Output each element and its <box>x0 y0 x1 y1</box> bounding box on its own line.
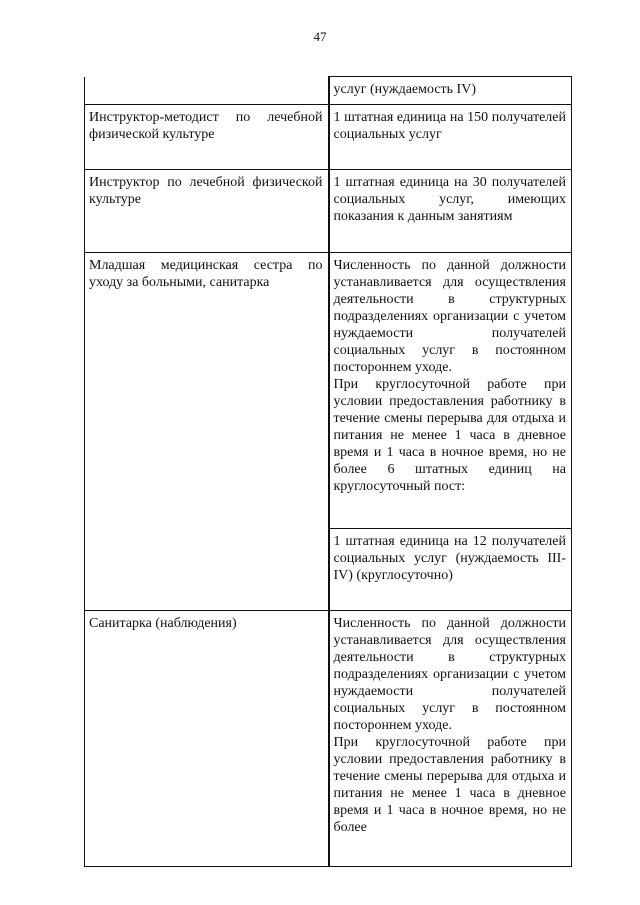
norm-cell: 1 штатная единица на 12 получателей социальных услуг (нуждаемость III-IV) (круглосуточно) <box>329 529 572 611</box>
position-cell: Инструктор-методист по лечебной физической культуре <box>85 105 329 170</box>
norm-paragraph: При круглосуточной работе при условии предоставления работнику в течение смены перерыва для отдыха и питания не менее 1 часа в дневное время и 1 часа в ночное время, но не более <box>333 735 566 835</box>
position-cell: Санитарка (наблюдения) <box>85 611 329 867</box>
page-number: 47 <box>313 29 327 44</box>
norm-cell: 1 штатная единица на 30 получателей социальных услуг, имеющих показания к данным занятиям <box>329 170 572 253</box>
position-cell <box>85 77 329 105</box>
position-cell: Инструктор по лечебной физической культуре <box>85 170 329 253</box>
position-cell <box>85 529 329 611</box>
table-row <box>85 105 572 170</box>
norm-paragraph: При круглосуточной работе при условии предоставления работнику в течение смены перерыва для отдыха и питания не менее 1 часа в дневное время и 1 часа в ночное время, но не более 6 штатных единиц на круглосуточный пост: <box>333 377 566 494</box>
norm-cell <box>329 253 572 529</box>
norm-paragraph: Численность по данной должности устанавливается для осуществления деятельности в структурных подразделениях организации с учетом нуждаемости получателей социальных услуг в постоянном постороннем уходе. <box>333 616 566 733</box>
table-row <box>85 170 572 253</box>
table-row <box>85 611 572 867</box>
staffing-table <box>84 76 572 867</box>
table-row <box>85 77 572 105</box>
norm-cell: 1 штатная единица на 150 получателей социальных услуг <box>329 105 572 170</box>
norm-paragraph: Численность по данной должности устанавливается для осуществления деятельности в структурных подразделениях организации с учетом нуждаемости получателей социальных услуг в постоянном постороннем уходе. <box>333 258 566 375</box>
norm-cell: услуг (нуждаемость IV) <box>329 77 572 105</box>
table-row <box>85 529 572 611</box>
table-row <box>85 253 572 529</box>
norm-cell <box>329 611 572 867</box>
position-cell: Младшая медицинская сестра по уходу за больными, санитарка <box>85 253 329 529</box>
